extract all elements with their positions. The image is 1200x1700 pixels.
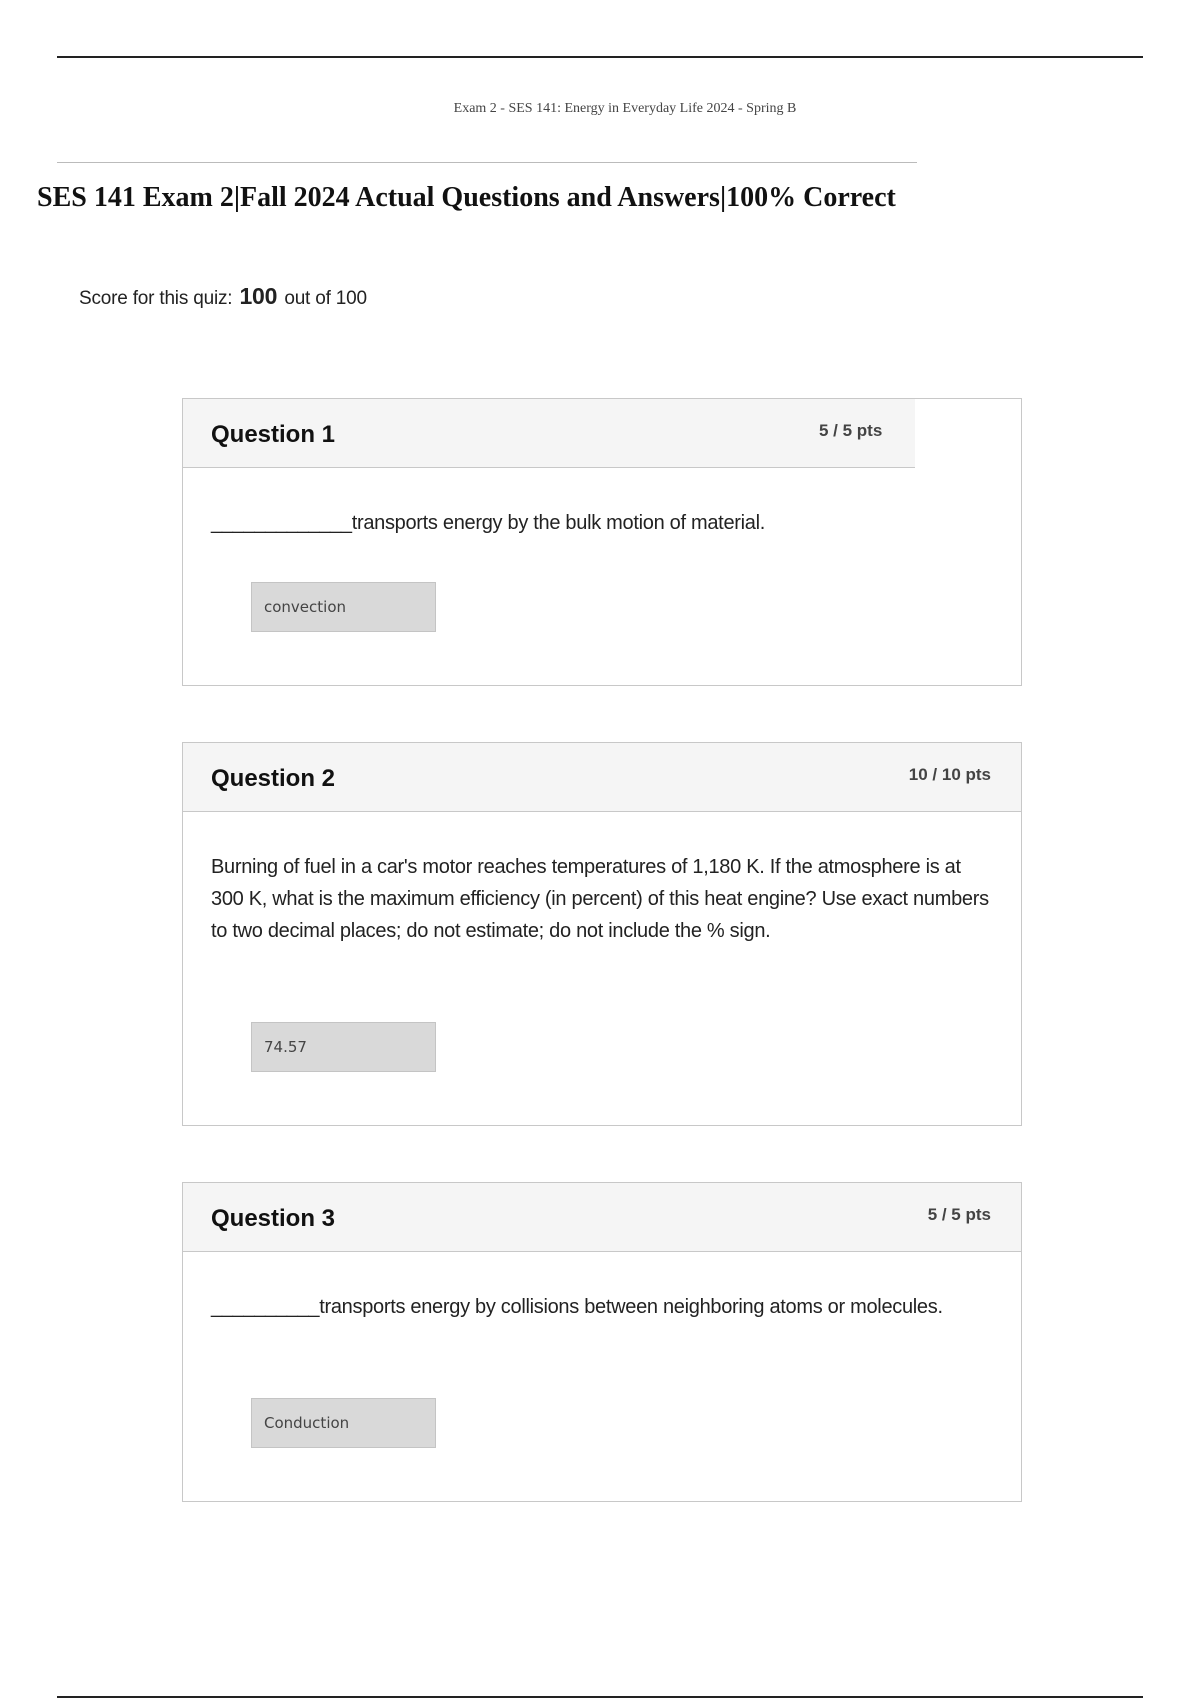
- score-label: Score for this quiz:: [79, 288, 233, 309]
- score-value: 100: [239, 283, 278, 309]
- answer-field[interactable]: convection: [251, 582, 436, 632]
- question-header: [183, 399, 915, 468]
- top-rule: [57, 56, 1143, 58]
- question-title: Question 3: [211, 1205, 336, 1232]
- header-divider: [57, 162, 917, 163]
- question-text: _____________transports energy by the bulk motion of material.: [211, 512, 765, 534]
- question-card: [182, 398, 1022, 686]
- question-points: 5 / 5 pts: [927, 1205, 991, 1224]
- question-points: 5 / 5 pts: [819, 421, 883, 440]
- running-header: Exam 2 - SES 141: Energy in Everyday Life 2024 - Spring B: [453, 101, 797, 116]
- question-header: [183, 743, 1021, 812]
- question-card: [182, 742, 1022, 1126]
- question-card: [182, 1182, 1022, 1502]
- question-points: 10 / 10 pts: [908, 765, 991, 784]
- page-title: SES 141 Exam 2|Fall 2024 Actual Questions and Answers|100% Correct: [37, 182, 896, 213]
- question-text: Burning of fuel in a car's motor reaches temperatures of 1,180 K. If the atmosphere is at 300 K, what is the maximum efficiency (in percent) of this heat engine? Use exact numbers to two decimal places; do not estimate; do not include the % sign.: [211, 856, 989, 942]
- bottom-rule: [57, 1696, 1143, 1698]
- question-header: [183, 1183, 1021, 1252]
- score-suffix: out of 100: [284, 288, 367, 309]
- answer-field[interactable]: Conduction: [251, 1398, 436, 1448]
- question-title: Question 1: [211, 421, 336, 448]
- question-text: __________transports energy by collisions between neighboring atoms or molecules.: [211, 1296, 943, 1318]
- question-title: Question 2: [211, 765, 336, 792]
- answer-field[interactable]: 74.57: [251, 1022, 436, 1072]
- quiz-score: [79, 283, 367, 310]
